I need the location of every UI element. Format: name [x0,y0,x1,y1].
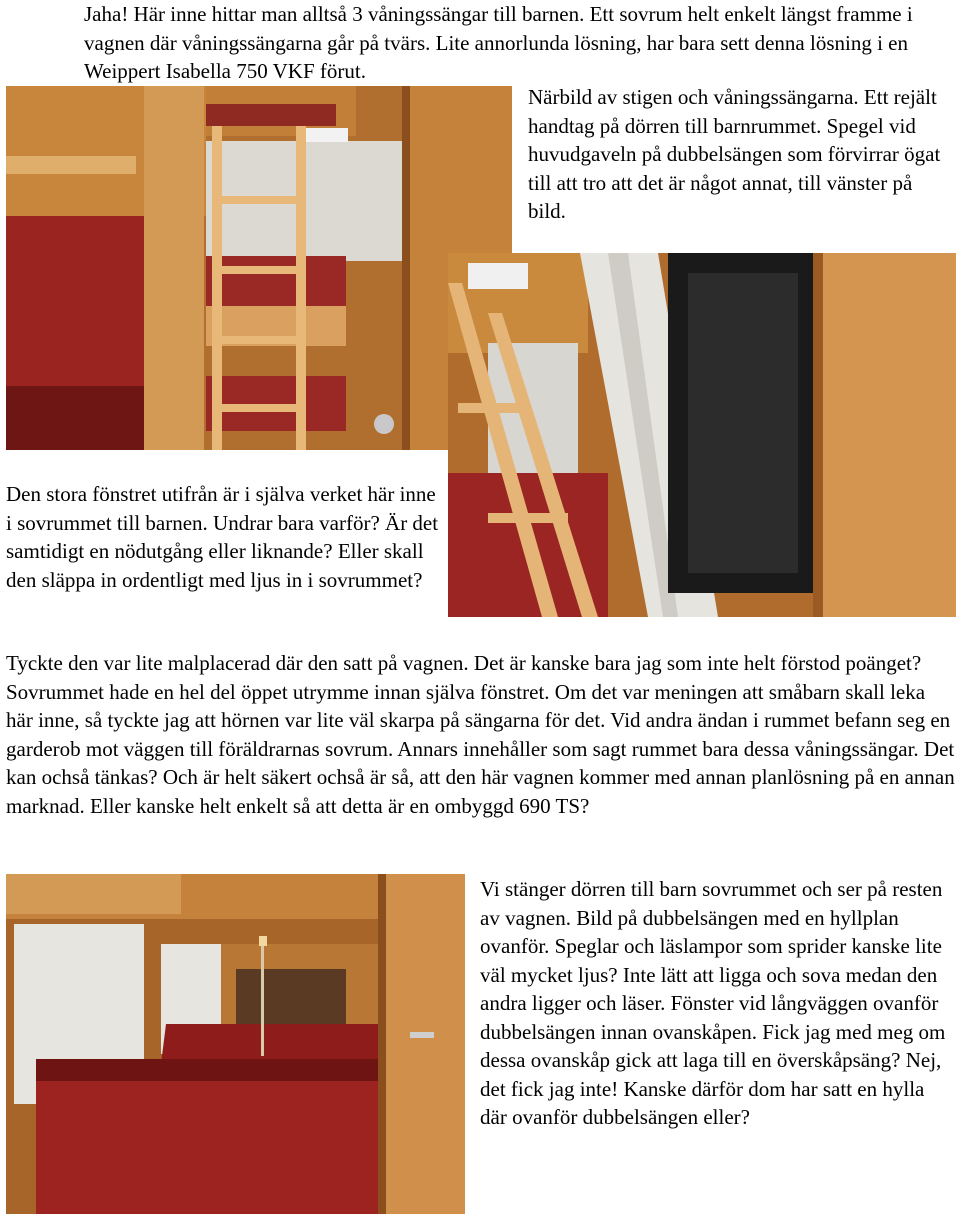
photo-double-bed [6,874,465,1214]
bunk-beds-image [6,86,512,450]
body-paragraph: Tyckte den var lite malplacerad där den satt på vagnen. Det är kanske bara jag som inte helt förstod poänget? Sovrummet hade en hel del öppet utrymme innan själva fönstret. Om det var meningen att småbarn skall leka här inne, så tyckte jag att hörnen var lite väl skarpa på sängarna för det. Vid andra ändan i rummet befann seg en garderob mot väggen till föräldrarnas sovrum. Annars innehåller som sagt rummet bara dessa våningssängar. Det kan ochså tänkas? Och är helt säkert ochså är så, att den här vagnen kommer med annan planlösning på en annan marknad. Eller kanske helt enkelt så att detta är en ombyggd 690 TS? [6,651,955,818]
caption-bedroom: Vi stänger dörren till barn sovrummet och ser på resten av vagnen. Bild på dubbelsängen med en hyllplan ovanför. Speglar och läslampor som sprider kanske lite väl mycket ljus? Inte lätt att ligga och sova medan den andra ligger och läser. Fönster vid långväggen ovanför dubbelsängen innan ovanskåpen. Fick jag med meg om dessa ovanskåp gick att laga till en överskåpsäng? Nej, det fick jag inte! Kanske därför dom har satt en hylla där ovanför dubbelsängen eller? [480,877,946,1129]
caption-window: Den stora fönstret utifrån är i själva verket här inne i sovrummet till barnen. Undrar bara varför? Är det samtidigt en nödutgång eller liknande? Eller skall den släppa in ordentligt med ljus in i sovrummet? [6,482,439,592]
caption-ladder-closeup: Närbild av stigen och våningssängarna. Ett rejält handtag på dörren till barnrummet. Spegel vid huvudgaveln på dubbelsängen som förvirrar ögat till att tro att det är något annat, till vänster på bild. [528,85,941,223]
photo-window [448,253,956,617]
window-image [448,253,956,617]
double-bed-image [6,874,465,1214]
intro-text: Jaha! Här inne hittar man alltså 3 våningssängar till barnen. Ett sovrum helt enkelt längst framme i vagnen där våningssängarna går på tvärs. Lite annorlunda lösning, har bara sett denna lösning i en Weippert Isabella 750 VKF förut. [84,2,913,83]
photo-bunk-beds [6,86,512,450]
